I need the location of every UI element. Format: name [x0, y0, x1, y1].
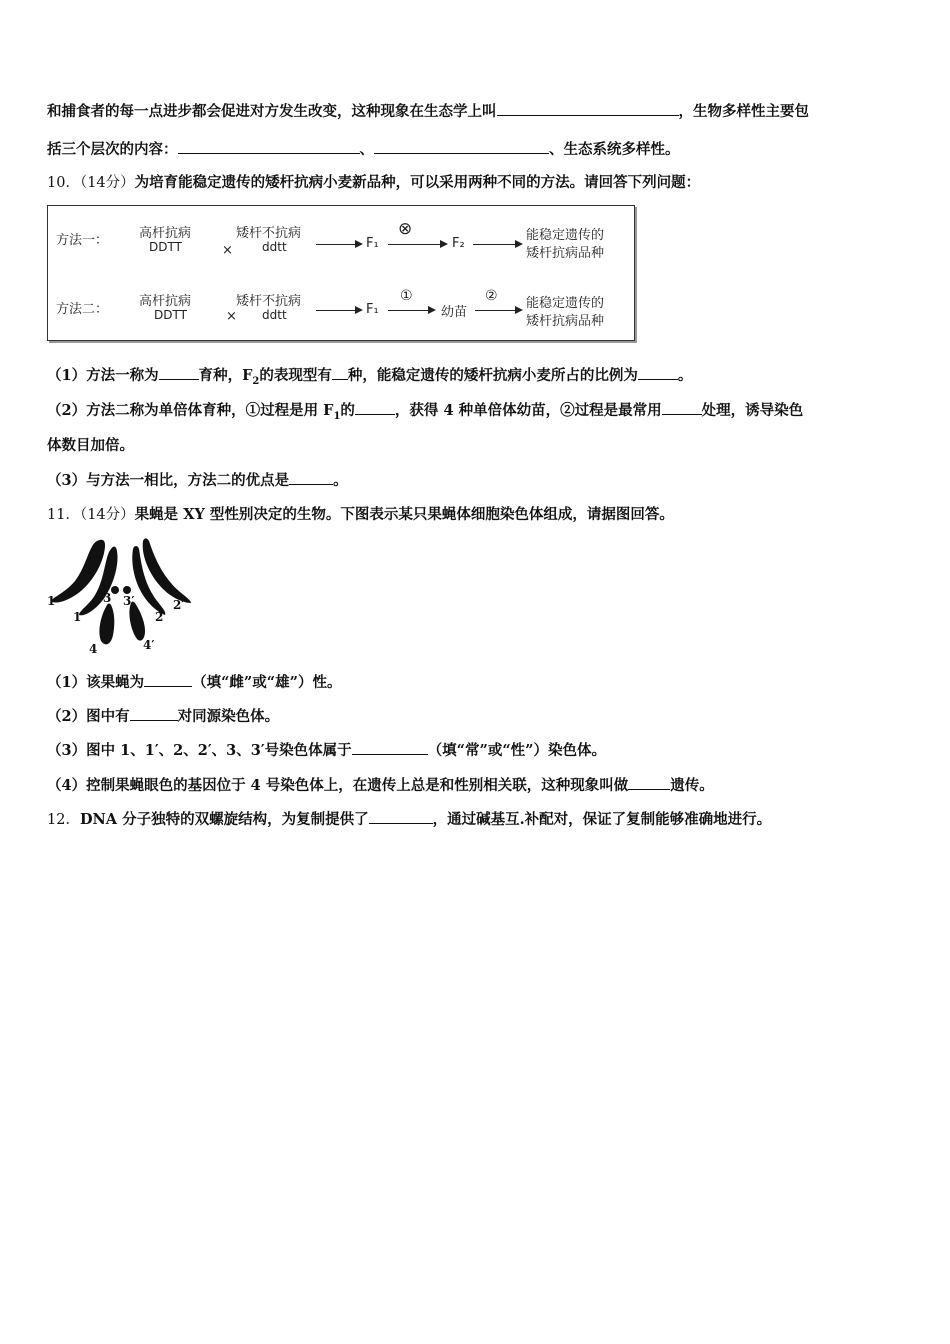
subscript: 1: [333, 410, 341, 422]
parent-tall-resistant: 高杆抗病: [139, 294, 192, 309]
f2-label: F₂: [452, 236, 465, 251]
genotype-DDTT: DDTT: [149, 240, 182, 254]
q11-part4: [47, 775, 714, 796]
text: 。: [677, 367, 693, 384]
answer-blank[interactable]: [662, 400, 702, 415]
answer-blank[interactable]: [638, 365, 678, 380]
method2-label: 方法二：: [56, 302, 109, 317]
answer-blank[interactable]: [352, 740, 428, 755]
line1-tail: ，生物多样性主要包: [678, 103, 809, 120]
text: （1）该果蝇为: [47, 674, 145, 691]
line1-text: 和捕食者的每一点进步都会促进对方发生改变，这种现象在生态学上叫: [47, 103, 497, 120]
answer-blank[interactable]: [355, 400, 395, 415]
line2-tail: 、生态系统多样性。: [549, 141, 680, 158]
answer-blank[interactable]: [289, 470, 333, 485]
genotype-DDTT: DDTT: [154, 308, 187, 322]
answer-blank[interactable]: [369, 809, 433, 824]
chromosome-4: [99, 604, 114, 645]
genotype-ddtt: ddtt: [262, 308, 287, 322]
step-2-marker: ②: [485, 288, 498, 304]
label-1-prime: 1′: [73, 610, 85, 624]
seedling-label: 幼苗: [441, 305, 468, 320]
arrow: [388, 244, 446, 245]
text: （填“常”或“性”）染色体。: [427, 742, 607, 759]
answer-blank[interactable]: [159, 365, 199, 380]
chromosome-figure: [45, 535, 195, 660]
selfing-icon: ⊗: [398, 219, 413, 239]
answer-blank[interactable]: [178, 139, 360, 154]
arrow: [473, 244, 521, 245]
text: ，通过碱基互.补配对，保证了复制能够准确地进行。: [432, 811, 772, 828]
label-4: 4: [89, 642, 98, 656]
text-line-1: [47, 101, 809, 122]
question-text: 为培育能稳定遗传的矮杆抗病小麦新品种，可以采用两种不同的方法。请回答下列问题：: [134, 174, 701, 191]
label-1: 1: [47, 594, 56, 608]
text: 育种，F: [198, 367, 253, 384]
arrow: [316, 244, 361, 245]
text: 的: [340, 402, 355, 419]
question-number: 10．（14分）: [47, 175, 135, 191]
result-line2: 矮杆抗病品种: [526, 314, 605, 329]
question-number: 11．（14分）: [47, 507, 135, 523]
cross-symbol: ×: [222, 243, 233, 258]
chromosome-3-prime: [123, 586, 131, 594]
label-2: 2: [155, 610, 164, 624]
result-line2: 矮杆抗病品种: [526, 246, 605, 261]
text: 。: [333, 472, 348, 489]
text: （3）图中 1、1′、2、2′、3、3′号染色体属于: [47, 742, 352, 759]
text: （3）与方法一相比，方法二的优点是: [47, 472, 290, 489]
method1-label: 方法一：: [56, 233, 109, 248]
label-4-prime: 4′: [143, 638, 155, 652]
q11-part1: [47, 672, 341, 693]
subscript: 2: [252, 375, 260, 387]
label-2-prime: 2′: [173, 598, 185, 612]
q10-part2-cont: [47, 436, 134, 456]
question-10-stem: [47, 173, 700, 193]
arrow: [475, 310, 521, 311]
answer-blank[interactable]: [130, 706, 178, 721]
text: 处理，诱导染色: [701, 402, 804, 419]
text: 对同源染色体。: [177, 708, 280, 725]
parent-short-nonresistant: 矮杆不抗病: [236, 294, 302, 309]
arrow: [316, 310, 361, 311]
arrow: [388, 310, 434, 311]
answer-blank[interactable]: [497, 101, 679, 116]
question-12: [47, 809, 771, 830]
answer-blank[interactable]: [628, 775, 670, 790]
text: 的表现型有: [259, 367, 332, 384]
q10-part2: [47, 400, 803, 427]
result-line1: 能稳定遗传的: [526, 228, 605, 243]
f1-label: F₁: [366, 302, 379, 317]
question-number: 12．: [47, 812, 80, 828]
result-line1: 能稳定遗传的: [526, 296, 605, 311]
q10-part3: [47, 470, 348, 491]
text: 体数目加倍。: [47, 437, 134, 454]
q10-part1: [47, 365, 692, 392]
question-text: 果蝇是 XY 型性别决定的生物。下图表示某只果蝇体细胞染色体组成，请据图回答。: [134, 506, 674, 523]
parent-tall-resistant: 高杆抗病: [139, 226, 192, 241]
text-line-2: [47, 139, 680, 160]
line2-text: 括三个层次的内容：: [47, 141, 178, 158]
f1-label: F₁: [366, 236, 379, 251]
answer-blank[interactable]: [332, 365, 348, 380]
line2-sep: 、: [359, 141, 374, 158]
breeding-diagram: [47, 205, 635, 341]
chromosome-shapes: [51, 538, 191, 644]
text: 种，能稳定遗传的矮杆抗病小麦所占的比例为: [347, 367, 638, 384]
q11-part2: [47, 706, 279, 727]
text: 遗传。: [670, 777, 714, 794]
text: （4）控制果蝇眼色的基因位于 4 号染色体上，在遗传上总是和性别相关联，这种现象叫做: [47, 777, 629, 794]
text: ，获得 4 种单倍体幼苗，②过程是最常用: [394, 402, 662, 419]
text: （1）方法一称为: [47, 367, 159, 384]
text: （2）图中有: [47, 708, 130, 725]
parent-short-nonresistant: 矮杆不抗病: [236, 226, 302, 241]
question-11-stem: [47, 505, 674, 525]
text: （填“雌”或“雄”）性。: [192, 674, 342, 691]
label-3-prime: 3′: [123, 594, 135, 608]
cross-symbol: ×: [226, 309, 237, 324]
q11-part3: [47, 740, 606, 761]
text: （2）方法二称为单倍体育种，①过程是用 F: [47, 402, 334, 419]
genotype-ddtt: ddtt: [262, 240, 287, 254]
label-3: 3: [103, 591, 112, 605]
chromosome-3: [111, 586, 119, 594]
step-1-marker: ①: [400, 288, 413, 304]
text: DNA 分子独特的双螺旋结构，为复制提供了: [79, 811, 369, 828]
answer-blank[interactable]: [374, 139, 549, 154]
answer-blank[interactable]: [144, 672, 192, 687]
